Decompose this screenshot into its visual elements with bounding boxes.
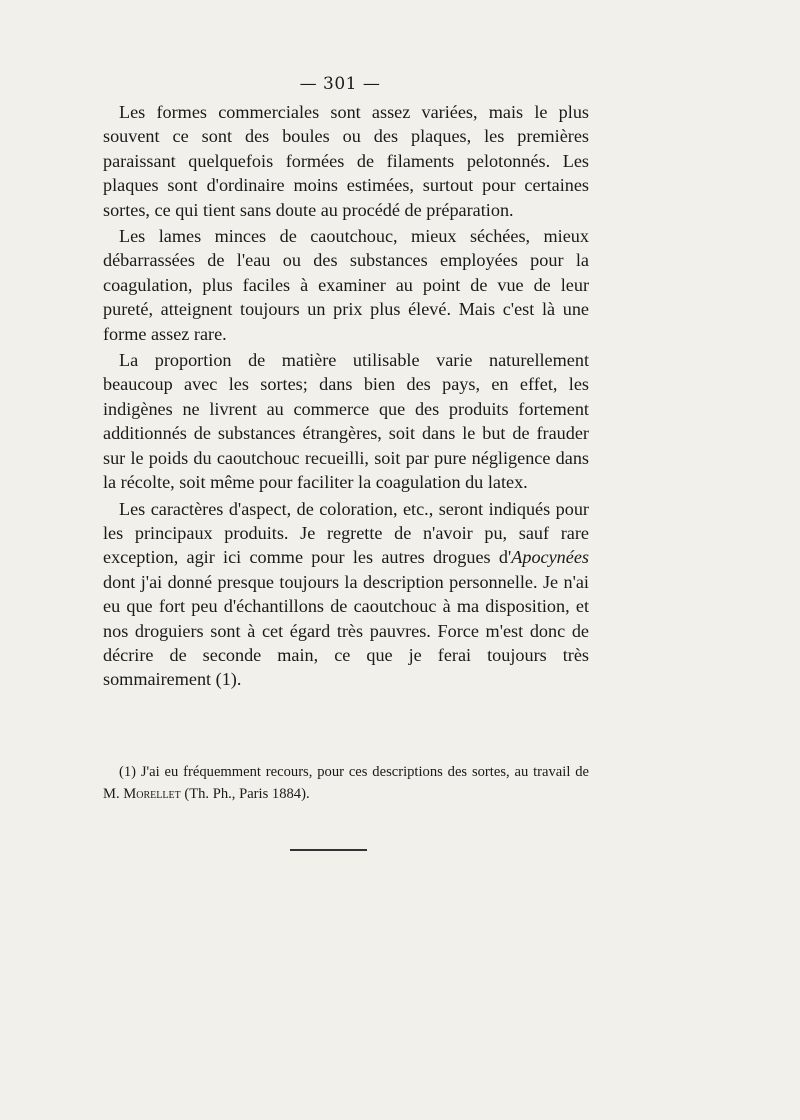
footnote-prefix: (1) J'ai eu fréquemment recours, pour ces descriptions des sortes, au travail de M. <box>103 764 589 802</box>
paragraph-4-part-1: Les caractères d'aspect, de coloration, etc., seront indiqués pour les principaux produits. Je regrette de n'avoir pu, sauf rare exception, agir ici comme pour les autres drogues d' <box>103 498 589 568</box>
footnote <box>103 762 589 805</box>
paragraph-1: Les formes commerciales sont assez variées, mais le plus souvent ce sont des boules ou des plaques, les premières paraissant quelquefois formées de filaments pelotonnés. Les plaques sont d'ordinaire moins estimées, surtout pour certaines sortes, ce qui tient sans doute au procédé de préparation. <box>103 102 589 220</box>
footnote-text <box>103 762 589 805</box>
paragraph-4 <box>103 497 589 692</box>
apocynees-italic: Apocynées <box>511 547 589 568</box>
paragraph-3: La proportion de matière utilisable varie naturellement beaucoup avec les sortes; dans bien des pays, en effet, les indigènes ne livrent au commerce que des produits fortement additionnés de substances étrangères, soit dans le but de frauder sur le poids du caoutchouc recueilli, soit par pure négligence dans la récolte, soit même pour faciliter la coagulation du latex. <box>103 350 589 493</box>
footnote-suffix: (Th. Ph., Paris 1884). <box>180 785 310 802</box>
paragraph-2: Les lames minces de caoutchouc, mieux séchées, mieux débarrassées de l'eau ou des substances employées pour la coagulation, plus faciles à examiner au point de vue de leur pureté, atteignent toujours un prix plus élevé. Mais c'est là une forme assez rare. <box>103 226 589 344</box>
end-rule <box>290 849 367 851</box>
page-number: — 301 — <box>299 74 381 94</box>
body-text <box>103 100 589 694</box>
paragraph-4-part-2: dont j'ai donné presque toujours la description personnelle. Je n'ai eu que fort peu d'échantillons de caoutchouc à ma disposition, et nos droguiers sont à cet égard très pauvres. Force m'est donc de décrire de seconde main, ce que je ferai toujours très sommairement (1). <box>103 571 589 690</box>
footnote-author: Morellet <box>123 785 181 802</box>
